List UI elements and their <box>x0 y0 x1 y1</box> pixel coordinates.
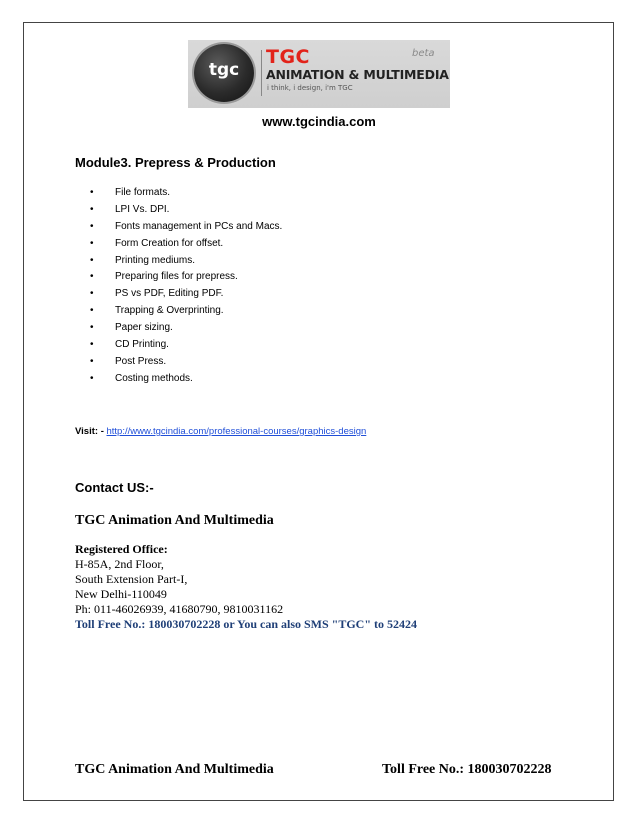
tgc-logo <box>188 40 450 108</box>
bullet-icon: • <box>90 237 94 249</box>
list-item <box>90 268 282 285</box>
topic-text: Trapping & Overprinting. <box>115 305 224 317</box>
website-url: www.tgcindia.com <box>262 114 376 129</box>
bullet-icon: • <box>90 186 94 198</box>
list-item <box>90 235 282 252</box>
topic-text: Post Press. <box>115 355 167 367</box>
page-border <box>23 22 614 801</box>
visit-line <box>75 426 366 437</box>
list-item <box>90 201 282 218</box>
list-item <box>90 218 282 235</box>
module-title: Module3. Prepress & Production <box>75 155 276 170</box>
topic-text: Costing methods. <box>115 372 193 384</box>
contact-heading: Contact US:- <box>75 480 154 495</box>
topic-text: LPI Vs. DPI. <box>115 203 170 215</box>
badge-text: tgc <box>208 60 240 80</box>
logo-beta: beta <box>412 48 435 59</box>
list-item <box>90 370 282 387</box>
list-item <box>90 252 282 269</box>
bullet-icon: • <box>90 355 94 367</box>
footer-company: TGC Animation And Multimedia <box>75 762 274 777</box>
address-line-2: South Extension Part-I, <box>75 572 188 586</box>
list-item <box>90 285 282 302</box>
bullet-icon: • <box>90 220 94 232</box>
bullet-icon: • <box>90 254 94 266</box>
bullet-icon: • <box>90 288 94 300</box>
logo-brand: TGC <box>266 46 310 68</box>
list-item <box>90 302 282 319</box>
topic-text: CD Printing. <box>115 338 169 350</box>
bullet-icon: • <box>90 322 94 334</box>
topic-text: Preparing files for prepress. <box>115 271 238 283</box>
topic-text: PS vs PDF, Editing PDF. <box>115 288 224 300</box>
logo-divider <box>261 50 262 96</box>
bullet-icon: • <box>90 372 94 384</box>
course-link[interactable]: http://www.tgcindia.com/professional-courses/graphics-design <box>106 426 367 437</box>
footer-tollfree: Toll Free No.: 180030702228 <box>382 762 552 777</box>
bullet-icon: • <box>90 305 94 317</box>
bullet-icon: • <box>90 338 94 350</box>
topic-text: Paper sizing. <box>115 322 173 334</box>
list-item <box>90 184 282 201</box>
office-label: Registered Office: <box>75 542 168 556</box>
bullet-icon: • <box>90 271 94 283</box>
list-item <box>90 336 282 353</box>
topic-text: Fonts management in PCs and Macs. <box>115 220 283 232</box>
visit-label: Visit: - <box>75 426 107 437</box>
logo-name: ANIMATION & MULTIMEDIA <box>266 67 449 82</box>
logo-tagline: i think, i design, i'm TGC <box>267 84 353 92</box>
phone-numbers: Ph: 011-46026939, 41680790, 9810031162 <box>75 602 284 616</box>
tgc-badge-icon <box>194 44 254 102</box>
topic-text: Printing mediums. <box>115 254 196 266</box>
topic-text: Form Creation for offset. <box>115 237 224 249</box>
topic-text: File formats. <box>115 186 171 198</box>
list-item <box>90 319 282 336</box>
list-item <box>90 353 282 370</box>
bullet-icon: • <box>90 203 94 215</box>
company-name: TGC Animation And Multimedia <box>75 513 274 528</box>
tollfree-info: Toll Free No.: 180030702228 or You can also SMS "TGC" to 52424 <box>75 617 417 631</box>
address-line-3: New Delhi-110049 <box>75 587 167 601</box>
registered-office <box>75 542 417 632</box>
address-line-1: H-85A, 2nd Floor, <box>75 557 164 571</box>
topic-list <box>90 184 282 387</box>
